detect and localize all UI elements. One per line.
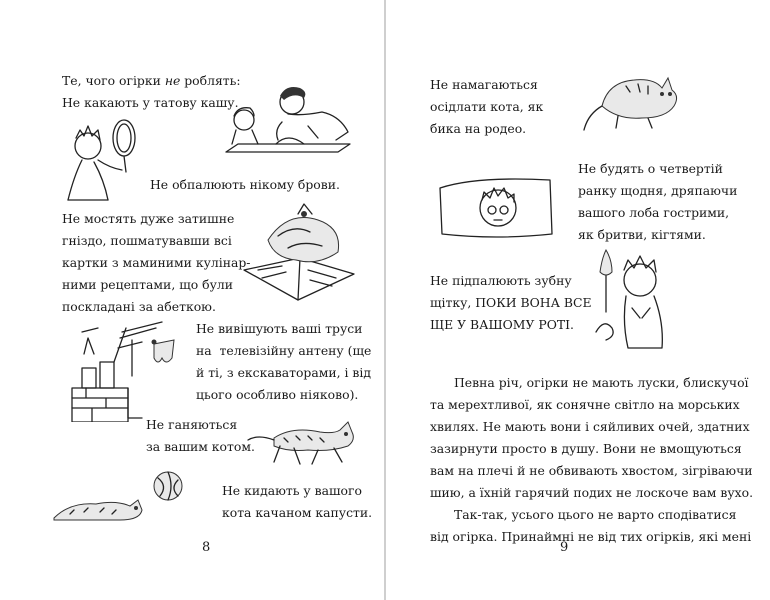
dad-porridge-illustration: [218, 82, 358, 162]
left-item-4: Не вивішують ваші труси на телевізійну антену (ще й ті, з екскаваторами, і від цього особливо ніяково).: [196, 321, 372, 402]
page-number-right: 9: [560, 540, 569, 555]
intro-emphasis: не: [164, 73, 181, 88]
cabbage-cat-illustration: [50, 466, 188, 528]
intro-text-start: Те, чого огірки: [62, 73, 165, 88]
page-number-left: 8: [202, 540, 211, 555]
antenna-underpants-illustration: [62, 318, 182, 422]
sleeping-boy-illustration: [436, 170, 556, 242]
intro-text-end: роблять:: [180, 73, 241, 88]
toothbrush-fire-illustration: [592, 248, 696, 352]
right-paragraph-1: Певна річ, огірки не мають луски, блискучої та мерехтливої, як сонячне світло на морських хвилях. Не мають вони і сяйливих очей, здатних зазирнути просто в душу. Вони не вмощуються вам на плечі й не обвивають хвостом, зігріваючи шию, а їхній гарячий подих не лоскоче вам вухо.: [430, 375, 754, 500]
left-item-5: Не ганяються за вашим котом.: [146, 417, 255, 454]
boy-mirror-illustration: [64, 116, 148, 202]
intro-line: [62, 70, 241, 92]
running-cat-illustration: [244, 412, 362, 468]
right-paragraph-2: Так-так, усього цього не варто сподіватися від огірка. Принаймні не від тих огірків, які мені: [430, 507, 752, 544]
right-item-1: Не намагаються осідлати кота, як бика на родео.: [430, 77, 544, 136]
right-item-2: Не будять о четвертій ранку щодня, дряпаючи вашого лоба гострими, як бритви, кігтями.: [578, 161, 738, 242]
left-item-1: Не какають у татову кашу.: [62, 95, 239, 110]
recipe-nest-illustration: [238, 200, 360, 304]
angry-cat-illustration: [582, 66, 684, 136]
left-page: [0, 0, 384, 600]
left-item-6: Не кидають у вашого кота качаном капусти.: [222, 483, 373, 520]
right-item-3: Не підпалюють зубну щітку, ПОКИ ВОНА ВСЕ ЩЕ У ВАШОМУ РОТІ.: [430, 273, 592, 332]
left-item-2: Не обпалюють нікому брови.: [150, 177, 340, 192]
left-item-3: Не мостять дуже затишне гніздо, пошматувавши всі картки з маминими кулінар- ними рецептами, що були поскладані за абеткою.: [62, 211, 251, 314]
right-page: [386, 0, 770, 600]
